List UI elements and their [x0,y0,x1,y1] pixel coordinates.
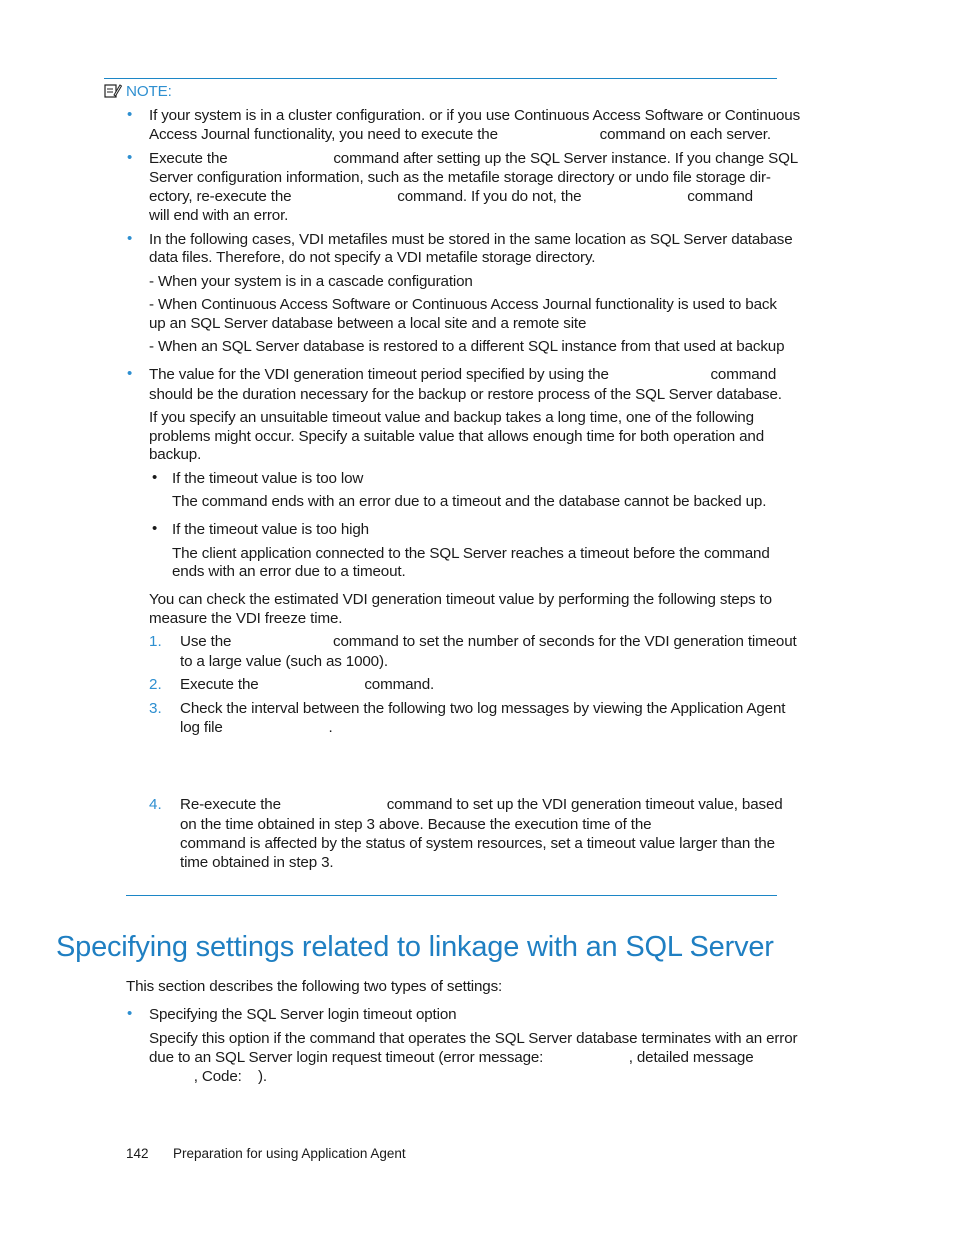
section-bullet-body-3: , Code: ). [149,1068,267,1085]
para2-line-1: You can check the estimated VDI generation timeout value by performing the following steps to [149,591,772,608]
step-4-line-1: Re-execute the command to set up the VDI generation timeout value, based [180,796,783,813]
note-bullet-4-line-2: should be the duration necessary for the backup or restore process of the SQL Server database. [149,386,782,403]
case-1: - When your system is in a cascade configuration [149,273,473,290]
sub-bullet-1-body: The command ends with an error due to a timeout and the database cannot be backed up. [172,493,767,510]
para-line-1: If you specify an unsuitable timeout value and backup takes a long time, one of the following [149,409,754,426]
note-bullet-3-line-2: data files. Therefore, do not specify a VDI metafile storage directory. [149,249,596,266]
step-2-line-1: Execute the command. [180,676,435,693]
note-bullet-3-line-1: In the following cases, VDI metafiles must be stored in the same location as SQL Server database [149,231,793,248]
case-2-line-2: up an SQL Server database between a local site and a remote site [149,315,587,332]
step-2-number: 2. [149,676,162,693]
note-bullet-1-line-1: If your system is in a cluster configuration. or if you use Continuous Access Software or Continuous [149,107,801,124]
para-line-2: problems might occur. Specify a suitable value that allows enough time for both operation and [149,428,765,445]
note-bullet-2-line-2: Server configuration information, such as the metafile storage directory or undo file storage dir- [149,169,771,186]
sub-bullet-1-title: If the timeout value is too low [172,470,364,487]
step-3-line-2: log file . [180,719,333,736]
sub-bullet-2-title: If the timeout value is too high [172,521,369,538]
sub-bullet-2-body-1: The client application connected to the SQL Server reaches a timeout before the command [172,545,770,562]
note-bullet-2-line-1: Execute the command after setting up the SQL Server instance. If you change SQL [149,150,799,167]
step-4-number: 4. [149,796,162,813]
bullet-dot: • [127,106,133,123]
para2-line-2: measure the VDI freeze time. [149,610,343,627]
sub-bullet-2-body-2: ends with an error due to a timeout. [172,563,406,580]
step-4-line-2: on the time obtained in step 3 above. Because the execution time of the [180,816,652,833]
sub-bullet-dot: • [152,469,158,486]
bullet-dot: • [127,149,133,166]
section-heading: Specifying settings related to linkage with an SQL Server [56,931,774,963]
step-1-line-2: to a large value (such as 1000). [180,653,388,670]
page-number: 142 [126,1146,149,1161]
section-bullet-title: Specifying the SQL Server login timeout option [149,1006,457,1023]
section-bullet-body-1: Specify this option if the command that operates the SQL Server database terminates with an error [149,1030,798,1047]
case-2-line-1: - When Continuous Access Software or Continuous Access Journal functionality is used to back [149,296,777,313]
note-label: NOTE: [126,83,172,100]
case-3: - When an SQL Server database is restored to a different SQL instance from that used at backup [149,338,785,355]
note-bullet-4-line-1: The value for the VDI generation timeout period specified by using the command [149,366,777,383]
section-intro: This section describes the following two types of settings: [126,978,503,995]
section-bullet-body-2: due to an SQL Server login request timeout (error message: , detailed message [149,1049,754,1066]
para-line-3: backup. [149,446,202,463]
step-3-line-1: Check the interval between the following two log messages by viewing the Application Agent [180,700,786,717]
step-4-line-4: time obtained in step 3. [180,854,334,871]
step-3-number: 3. [149,700,162,717]
step-4-line-3: command is affected by the status of system resources, set a timeout value larger than the [180,835,775,852]
bullet-dot: • [127,1005,133,1022]
step-1-line-1: Use the command to set the number of seconds for the VDI generation timeout [180,633,797,650]
bullet-dot: • [127,365,133,382]
note-bottom-rule [126,895,777,896]
note-top-rule [104,78,777,79]
note-icon [104,83,122,99]
note-bullet-2-line-4: will end with an error. [149,207,289,224]
footer-title: Preparation for using Application Agent [173,1146,406,1161]
note-bullet-2-line-3: ectory, re-execute the command. If you do not, the command [149,188,753,205]
step-1-number: 1. [149,633,162,650]
bullet-dot: • [127,230,133,247]
note-bullet-1-line-2: Access Journal functionality, you need to execute the command on each server. [149,126,771,143]
sub-bullet-dot: • [152,520,158,537]
